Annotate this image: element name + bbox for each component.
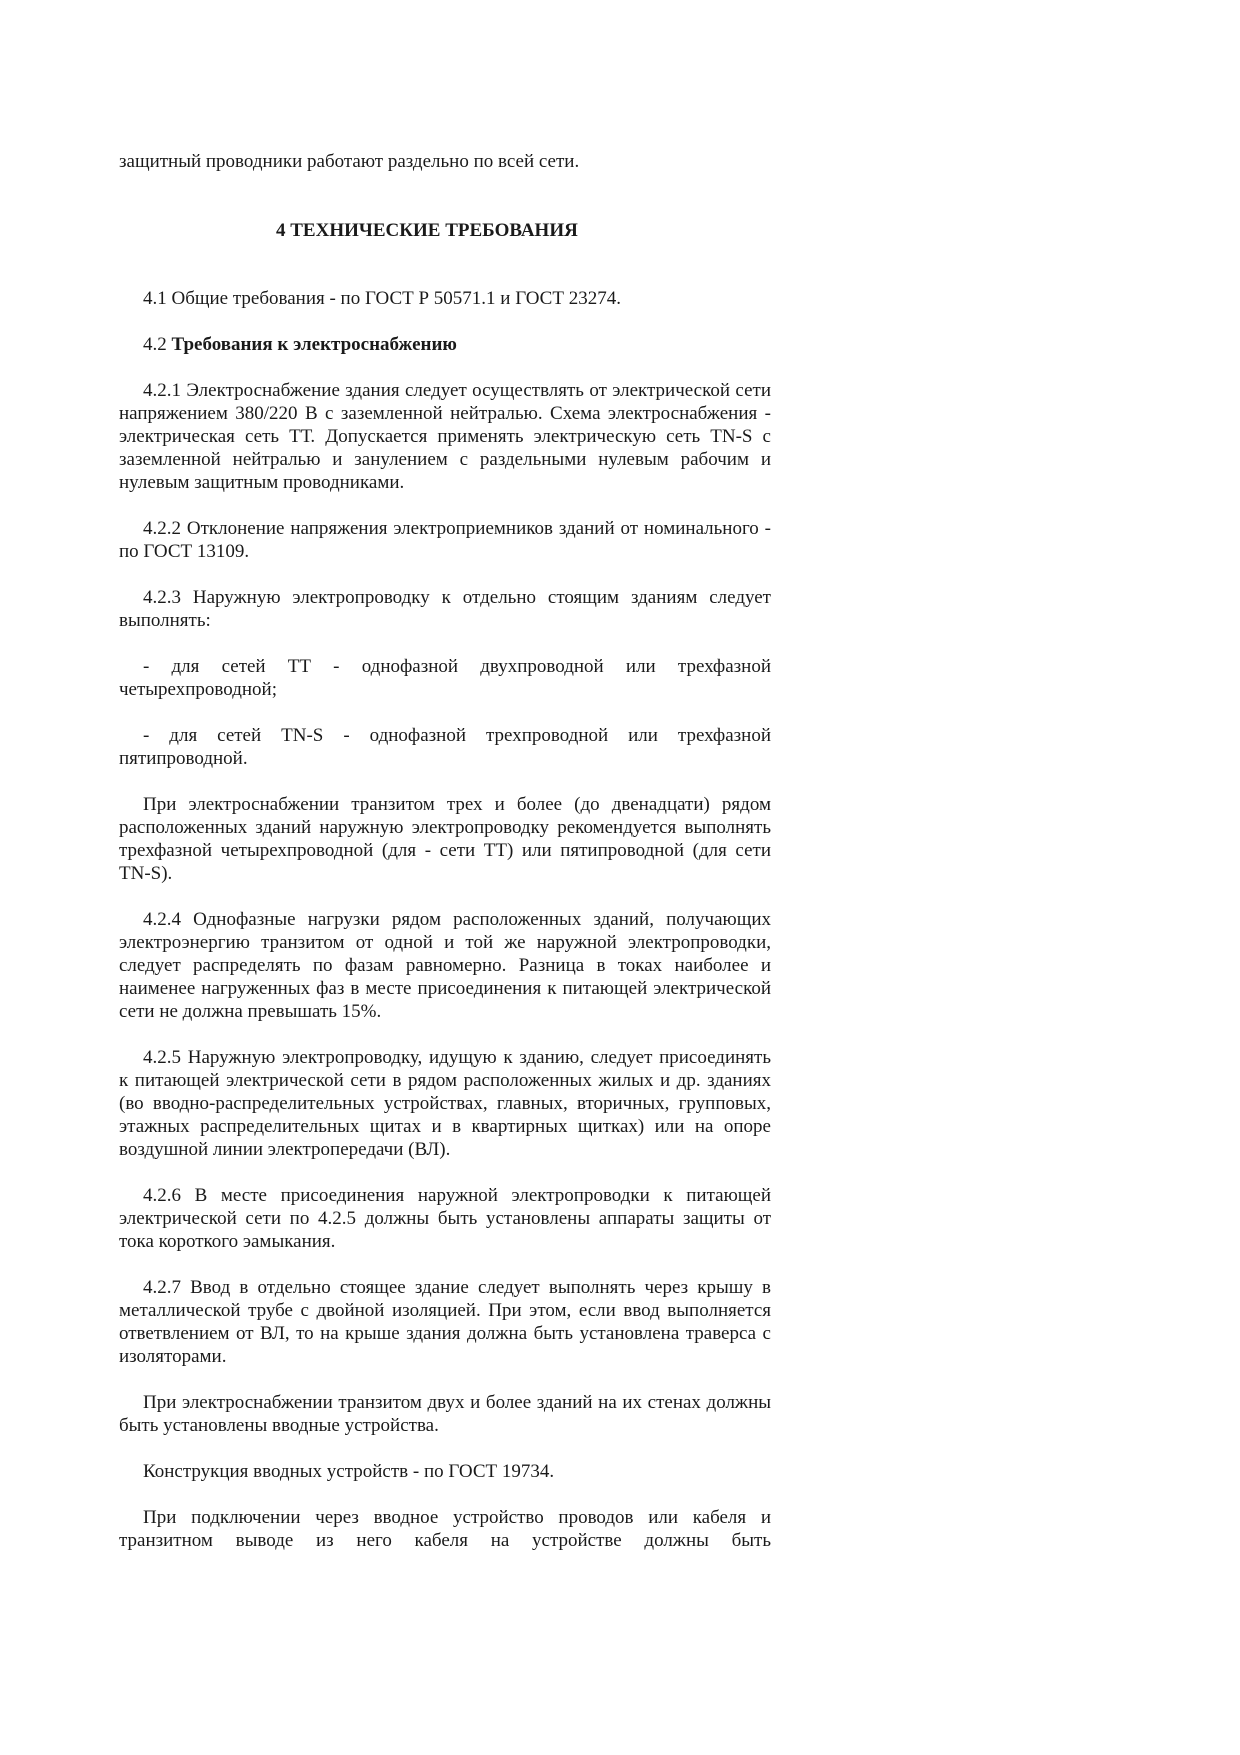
paragraph-4-2-7: 4.2.7 Ввод в отдельно стоящее здание следует выполнять через крышу в металлической трубе с двойной изоляцией. При этом, если ввод выполняется ответвлением от ВЛ, то на крыше здания должна быть установлена траверса с изоляторами. (119, 1277, 771, 1367)
list-item-tt: - для сетей ТТ - однофазной двухпроводной или трехфазной четырехпроводной; (119, 656, 771, 700)
paragraph-4-2-2: 4.2.2 Отклонение напряжения электроприемников зданий от номинального - по ГОСТ 13109. (119, 518, 771, 562)
paragraph-4-2 (119, 333, 771, 356)
paragraph-connection: При подключении через вводное устройство проводов или кабеля и транзитном выводе из него кабеля на устройстве должны быть (119, 1507, 771, 1551)
list-item-tn-s: - для сетей TN-S - однофазной трехпроводной или трехфазной пятипроводной. (119, 725, 771, 769)
document-page (119, 150, 771, 1552)
paragraph-4-2-6: 4.2.6 В месте присоединения наружной электропроводки к питающей электрической сети по 4.2.5 должны быть установлены аппараты защиты от тока короткого эамыкания. (119, 1185, 771, 1252)
paragraph-4-2-3: 4.2.3 Наружную электропроводку к отдельно стоящим зданиям следует выполнять: (119, 587, 771, 631)
paragraph-transit: При электроснабжении транзитом трех и более (до двенадцати) рядом расположенных зданий наружную электропроводку рекомендуется выполнять трехфазной четырехпроводной (для - сети ТТ) или пятипроводной (для сети TN-S). (119, 794, 771, 884)
paragraph-4-2-number: 4.2 (143, 334, 172, 355)
paragraph-4-1: 4.1 Общие требования - по ГОСТ Р 50571.1 и ГОСТ 23274. (143, 288, 621, 309)
intro-line: защитный проводники работают раздельно по всей сети. (119, 151, 580, 172)
section-title: 4 ТЕХНИЧЕСКИЕ ТРЕБОВАНИЯ (276, 220, 578, 241)
paragraph-4-2-5: 4.2.5 Наружную электропроводку, идущую к зданию, следует присоединять к питающей электрической сети в рядом расположенных жилых и др. зданиях (во вводно-распределительных устройствах, главных, вторичных, групповых, этажных распределительных щитах и в квартирных щитках) или на опоре воздушной линии электропередачи (ВЛ). (119, 1047, 771, 1160)
paragraph-transit-2: При электроснабжении транзитом двух и более зданий на их стенах должны быть установлены вводные устройства. (119, 1392, 771, 1436)
paragraph-4-2-4: 4.2.4 Однофазные нагрузки рядом расположенных зданий, получающих электроэнергию транзитом от одной и той же наружной электропроводки, следует распределять по фазам равномерно. Разница в токах наиболее и наименее нагруженных фаз в месте присоединения к питающей электрической сети не должна превышать 15%. (119, 909, 771, 1022)
paragraph-4-2-title: Требования к электроснабжению (171, 334, 457, 355)
paragraph-4-2-1: 4.2.1 Электроснабжение здания следует осуществлять от электрической сети напряжением 380/220 В с заземленной нейтралью. Схема электроснабжения - электрическая сеть ТТ. Допускается применять электрическую сеть TN-S с заземленной нейтралью и занулением с раздельными нулевым рабочим и нулевым защитным проводниками. (119, 380, 771, 493)
paragraph-construction: Конструкция вводных устройств - по ГОСТ 19734. (143, 1461, 555, 1482)
